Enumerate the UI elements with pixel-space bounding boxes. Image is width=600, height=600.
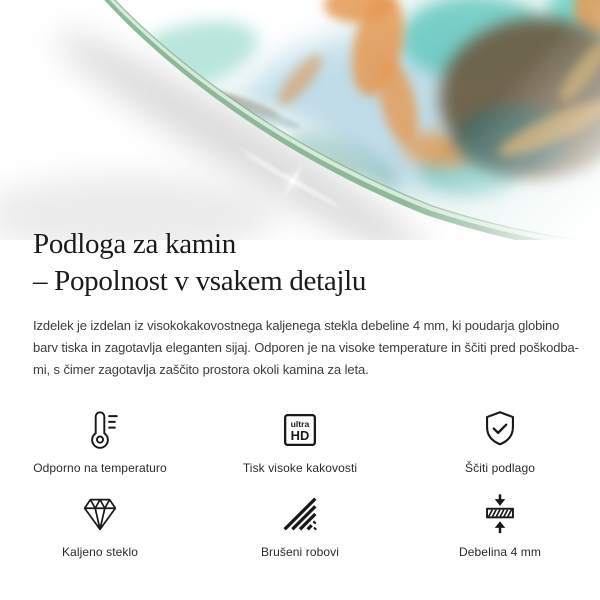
svg-text:ultra: ultra [290,419,310,430]
feature-label: Kaljeno steklo [61,545,139,559]
svg-text:HD: HD [290,428,310,444]
feature-label: Odporno na temperaturo [33,461,167,475]
brushed-edges-icon [277,491,323,537]
description-line: Izdelek je izdelan iz visokokakovostnega kaljenega stekla debeline 4 mm, ki poudarja globino [33,318,560,333]
page-title-line1: Podloga za kamin [33,228,236,260]
feature-protects-surface [400,407,600,475]
shield-check-icon [477,407,523,453]
thickness-icon [477,491,523,537]
image-fade [0,0,600,240]
feature-tempered-glass [0,491,200,559]
feature-polished-edges [200,491,400,559]
ultra-hd-icon [277,407,323,453]
feature-label: Brušeni robovi [260,545,340,559]
diamond-icon [77,491,123,537]
features-grid [0,407,600,559]
product-image [0,0,600,240]
page-title-line2: – Popolnost v vsakem detajlu [33,265,367,297]
page-title [33,226,593,300]
product-description [33,315,593,381]
thermometer-icon [77,407,123,453]
feature-label: Ščiti podlago [464,461,535,475]
feature-print-quality [200,407,400,475]
description-line: mi, s čimer zagotavlja zaščito prostora okoli kamina za leta. [33,362,369,377]
description-line: barv tiska in zagotavlja eleganten sijaj. Odporen je na visoke temperature in ščiti pred poškodba- [33,340,579,355]
feature-temperature-resistant [0,407,200,475]
feature-thickness [400,491,600,559]
feature-label: Tisk visoke kakovosti [242,461,358,475]
feature-label: Debelina 4 mm [458,545,541,559]
